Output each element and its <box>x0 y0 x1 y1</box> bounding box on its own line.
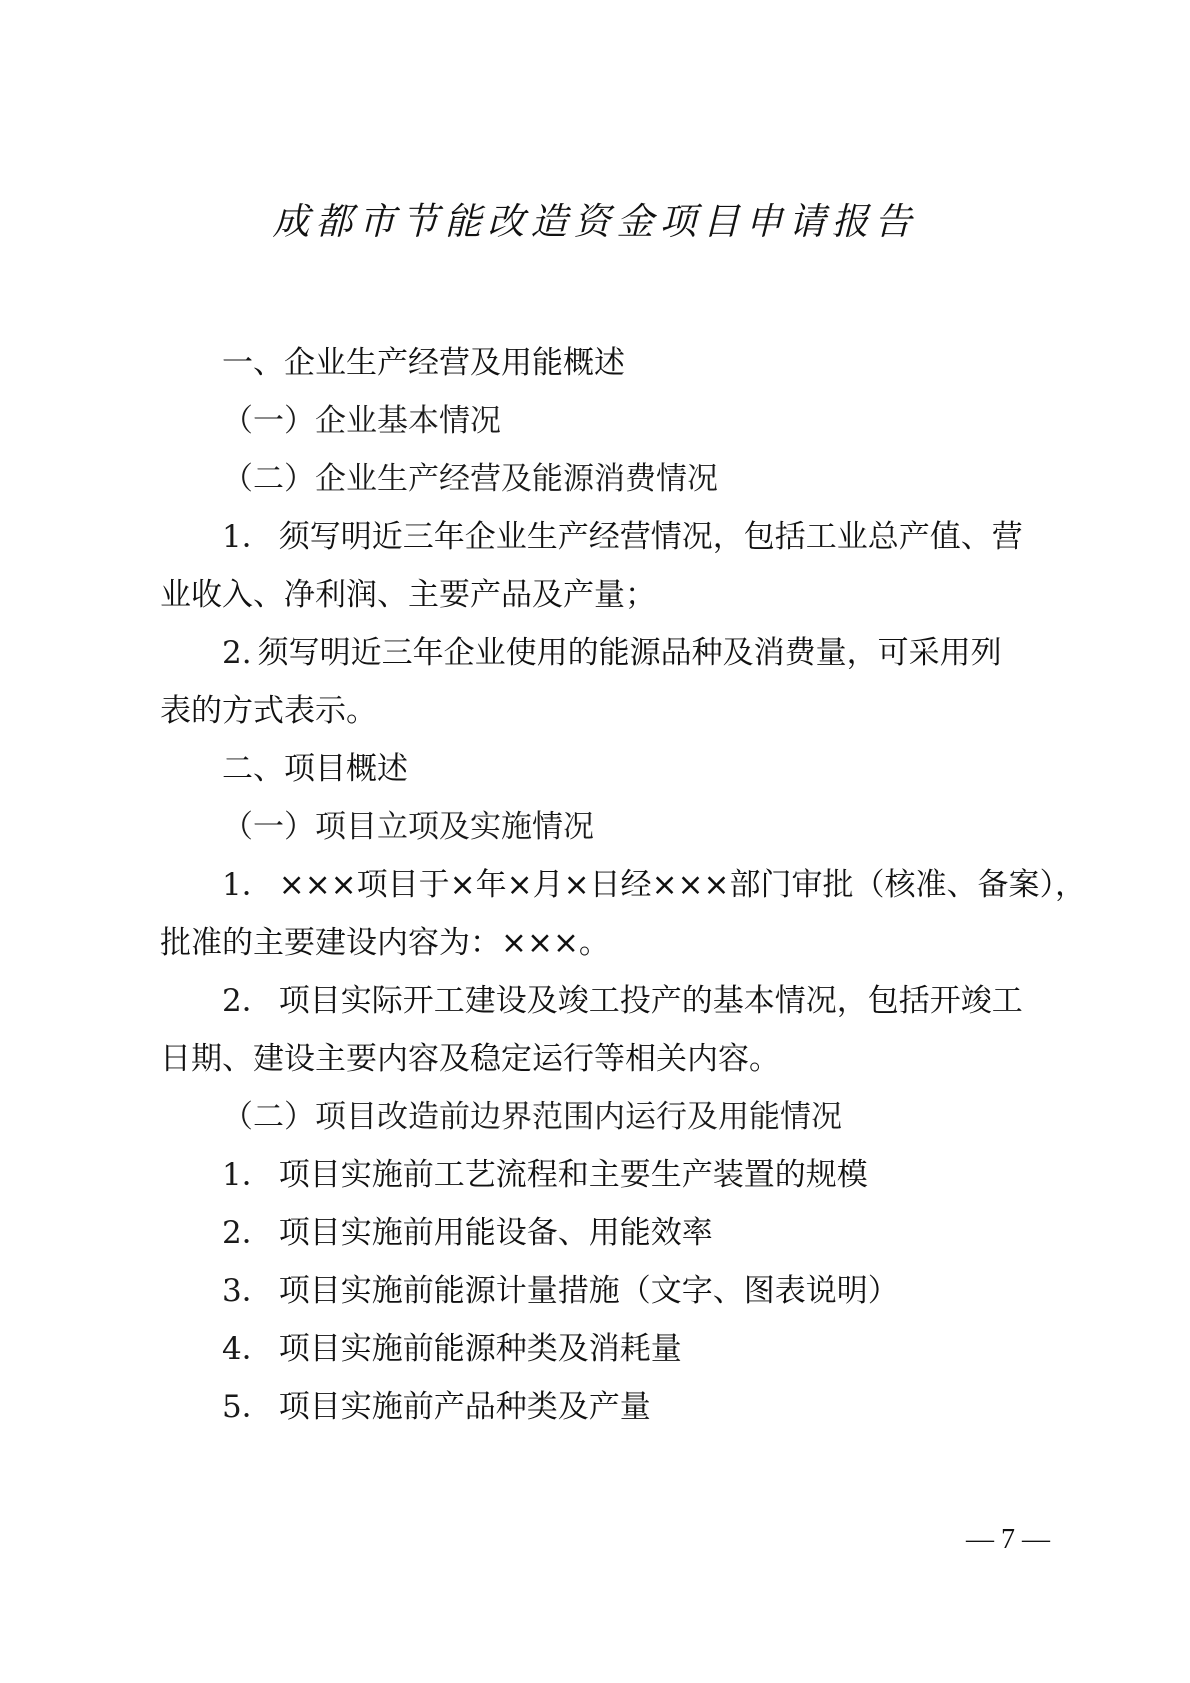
section-1-subheading-1: （一）企业基本情况 <box>222 403 501 439</box>
item-number: 5． <box>222 1389 273 1425</box>
item-number: 1． <box>222 519 273 555</box>
page-number: — 7 — <box>966 1524 1050 1555</box>
list-item <box>222 1327 682 1371</box>
section-1-item-2-continuation: 表的方式表示。 <box>160 693 377 729</box>
item-text: 项目实施前用能设备、用能效率 <box>278 1215 713 1251</box>
item-text: 项目实施前能源种类及消耗量 <box>278 1331 682 1367</box>
section-2-item-1 <box>222 863 1086 907</box>
item-number: 1． <box>222 867 273 903</box>
document-title: 成都市节能改造资金项目申请报告 <box>272 200 918 243</box>
list-item <box>222 1269 899 1313</box>
list-item <box>222 1153 868 1197</box>
item-text: 项目实际开工建设及竣工投产的基本情况，包括开竣工 <box>278 983 1023 1019</box>
item-text: 须写明近三年企业生产经营情况，包括工业总产值、营 <box>278 519 1023 555</box>
section-2-subheading-1: （一）项目立项及实施情况 <box>222 809 594 845</box>
section-1-subheading-2: （二）企业生产经营及能源消费情况 <box>222 461 718 497</box>
item-text: 项目实施前能源计量措施（文字、图表说明） <box>278 1273 899 1309</box>
section-1-heading: 一、企业生产经营及用能概述 <box>222 345 625 381</box>
section-2-subheading-2: （二）项目改造前边界范围内运行及用能情况 <box>222 1099 842 1135</box>
list-item <box>222 1385 651 1429</box>
item-number: 4． <box>222 1331 273 1367</box>
section-1-item-1-continuation: 业收入、净利润、主要产品及产量； <box>160 577 656 613</box>
section-2-item-2-continuation: 日期、建设主要内容及稳定运行等相关内容。 <box>160 1041 780 1077</box>
item-number: 2． <box>222 983 273 1019</box>
section-2-heading: 二、项目概述 <box>222 751 408 787</box>
item-number: 2. <box>222 635 252 671</box>
section-1-item-2 <box>222 631 1002 675</box>
item-text: 项目实施前工艺流程和主要生产装置的规模 <box>278 1157 868 1193</box>
section-1-item-1 <box>222 515 1023 559</box>
item-number: 3． <box>222 1273 273 1309</box>
list-item <box>222 1211 713 1255</box>
section-2-item-1-continuation: 批准的主要建设内容为：×××。 <box>160 925 610 961</box>
item-number: 1． <box>222 1157 273 1193</box>
item-text: 须写明近三年企业使用的能源品种及消费量，可采用列 <box>257 635 1002 671</box>
item-text: 项目实施前产品种类及产量 <box>278 1389 651 1425</box>
item-text: ×××项目于×年×月×日经×××部门审批（核准、备案）， <box>278 867 1087 903</box>
section-2-item-2 <box>222 979 1023 1023</box>
item-number: 2． <box>222 1215 273 1251</box>
